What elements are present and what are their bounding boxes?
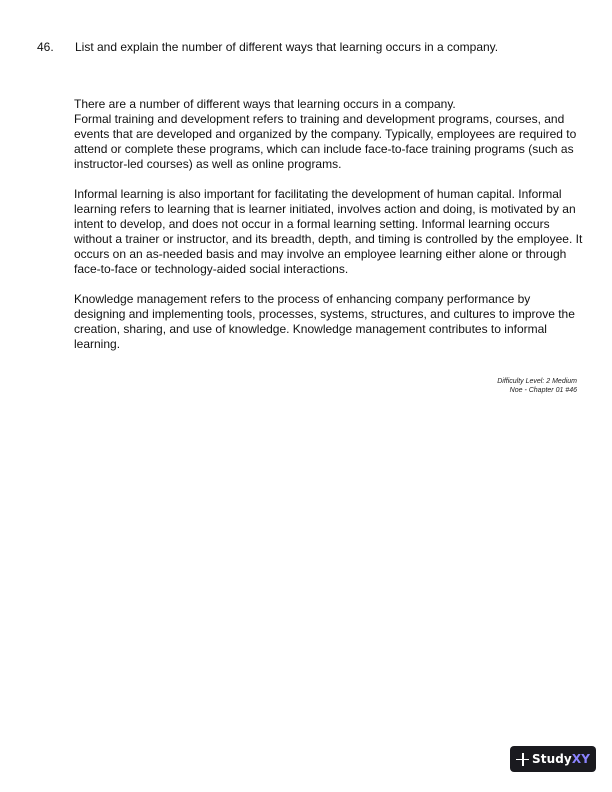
answer-paragraph-informal: Informal learning is also important for facilitating the development of human capital. Informal learning refers to learning that is learner initiated, involves action and doing, is motivated by an intent to develop, and does not occur in a formal learning setting. Informal learning occurs without a trainer or instructor, and its breadth, depth, and timing is controlled by the employee. It occurs on an as-needed basis and may involve an employee learning either alone or through face-to-face or technology-aided social interactions. xyxy=(74,187,583,276)
question-text: List and explain the number of different ways that learning occurs in a company. xyxy=(75,40,499,54)
answer-paragraph-formal: Formal training and development refers to training and development programs, courses, and events that are developed and organized by the company. Typically, employees are required to attend or complete these programs, which can include face-to-face training programs (such as instructor-led courses) as well as online programs. xyxy=(74,112,577,171)
answer-paragraph-knowledge: Knowledge management refers to the process of enhancing company performance by designing and implementing tools, processes, systems, structures, and cultures to improve the creation, sharing, and use of knowledge. Knowledge management contributes to informal learning. xyxy=(74,292,575,351)
difficulty-level: Difficulty Level: 2 Medium xyxy=(497,378,577,385)
studyxy-logo[interactable] xyxy=(510,746,596,772)
brand-name-part1: Study xyxy=(532,752,572,766)
question-meta xyxy=(497,377,577,395)
answer-body xyxy=(74,97,584,367)
question-number: 46. xyxy=(37,40,54,54)
plus-icon xyxy=(516,753,527,766)
brand-name-part2: XY xyxy=(571,752,590,766)
brand-name xyxy=(532,752,590,766)
answer-intro: There are a number of different ways that learning occurs in a company. xyxy=(74,97,456,111)
chapter-reference: Noe - Chapter 01 #46 xyxy=(509,387,577,394)
